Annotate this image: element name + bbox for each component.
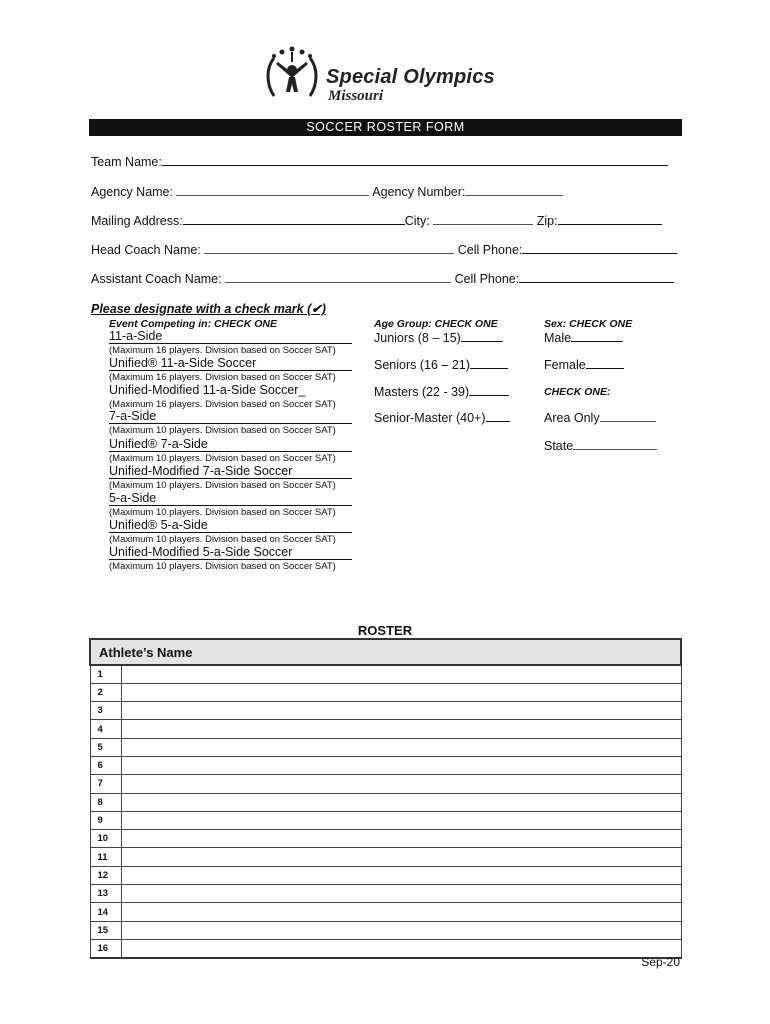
mailing-address-field[interactable]: [183, 213, 405, 225]
age-group-option[interactable]: [374, 357, 508, 372]
mailing-address-label: Mailing Address:: [91, 214, 183, 228]
designate-instruction: Please designate with a check mark (✔): [91, 302, 326, 316]
table-row: [90, 775, 681, 793]
row-number: 1: [90, 665, 121, 683]
athlete-name-cell[interactable]: [121, 921, 681, 939]
event-heading: Event Competing in: CHECK ONE: [109, 318, 278, 330]
table-row: [90, 830, 681, 848]
event-option[interactable]: Unified® 11-a-Side Soccer: [109, 356, 352, 371]
row-number: 11: [90, 848, 121, 866]
form-date: Sep-20: [641, 955, 680, 969]
agency-row: [91, 184, 563, 199]
special-olympics-logo-icon: [262, 44, 322, 104]
head-coach-label: Head Coach Name:: [91, 243, 201, 257]
sex-check[interactable]: [571, 330, 623, 342]
table-row: [90, 738, 681, 756]
athlete-name-cell[interactable]: [121, 775, 681, 793]
event-option[interactable]: Unified-Modified 7-a-Side Soccer: [109, 464, 352, 479]
event-option[interactable]: Unified-Modified 11-a-Side Soccer_: [109, 383, 306, 397]
table-row: [90, 939, 681, 957]
assistant-coach-row: [91, 271, 674, 286]
event-option[interactable]: Unified® 7-a-Side: [109, 437, 352, 452]
table-row: [90, 921, 681, 939]
event-note: (Maximum 10 players. Division based on Soccer SAT): [109, 507, 336, 518]
org-title: Special Olympics: [326, 66, 495, 88]
cell-phone-label: Cell Phone:: [457, 243, 523, 257]
form-title: SOCCER ROSTER FORM: [89, 119, 682, 136]
scope-check[interactable]: [573, 438, 657, 450]
table-row: [90, 811, 681, 829]
age-group-option[interactable]: [374, 330, 503, 345]
scope-label: State: [544, 439, 574, 453]
table-row: [90, 866, 681, 884]
table-row: [90, 702, 681, 720]
athlete-name-cell[interactable]: [121, 793, 681, 811]
age-group-option[interactable]: [374, 384, 509, 399]
row-number: 14: [90, 903, 121, 921]
org-logo: [262, 44, 522, 106]
row-number: 10: [90, 830, 121, 848]
assistant-coach-label: Assistant Coach Name:: [91, 272, 222, 286]
sex-option-female[interactable]: [544, 357, 624, 372]
athlete-name-cell[interactable]: [121, 848, 681, 866]
sex-label: Female: [544, 358, 586, 372]
age-group-heading: Age Group: CHECK ONE: [374, 318, 498, 330]
cell-phone-field[interactable]: [522, 242, 677, 254]
team-name-field[interactable]: [162, 154, 668, 166]
table-row: [90, 848, 681, 866]
event-option[interactable]: 11-a-Side: [109, 329, 352, 344]
event-note: (Maximum 16 players. Division based on Soccer SAT): [109, 372, 336, 383]
agency-number-label: Agency Number:: [372, 185, 466, 199]
row-number: 4: [90, 720, 121, 738]
row-number: 9: [90, 811, 121, 829]
table-row: [90, 720, 681, 738]
table-row: [90, 683, 681, 701]
age-group-option[interactable]: [374, 410, 510, 425]
sex-heading: Sex: CHECK ONE: [544, 318, 633, 330]
age-group-check[interactable]: [461, 330, 503, 342]
table-row: [90, 756, 681, 774]
row-number: 5: [90, 738, 121, 756]
row-number: 8: [90, 793, 121, 811]
athlete-name-cell[interactable]: [121, 720, 681, 738]
event-option[interactable]: 5-a-Side: [109, 491, 352, 506]
event-option[interactable]: Unified-Modified 5-a-Side Soccer: [109, 545, 352, 560]
age-group-label: Juniors (8 – 15): [374, 331, 461, 345]
row-number: 3: [90, 702, 121, 720]
check-one-heading: CHECK ONE:: [544, 386, 611, 398]
zip-field[interactable]: [558, 213, 662, 225]
age-group-check[interactable]: [470, 357, 508, 369]
state-option[interactable]: [544, 438, 657, 453]
event-note: (Maximum 10 players. Division based on Soccer SAT): [109, 453, 336, 464]
athlete-name-cell[interactable]: [121, 939, 681, 957]
table-row: [90, 903, 681, 921]
event-option[interactable]: Unified® 5-a-Side: [109, 518, 352, 533]
athlete-name-cell[interactable]: [121, 885, 681, 903]
roster-table: [89, 638, 682, 959]
agency-number-field[interactable]: [465, 184, 563, 196]
cell-phone-2-field[interactable]: [519, 271, 674, 283]
table-row: [90, 665, 681, 683]
row-number: 15: [90, 921, 121, 939]
athlete-name-cell[interactable]: [121, 830, 681, 848]
scope-check[interactable]: [600, 410, 656, 422]
event-note: (Maximum 16 players. Division based on Soccer SAT): [109, 399, 336, 410]
event-note: (Maximum 10 players. Division based on Soccer SAT): [109, 480, 336, 491]
event-option[interactable]: 7-a-Side: [109, 409, 352, 424]
table-row: [90, 793, 681, 811]
age-group-label: Seniors (16 – 21): [374, 358, 470, 372]
event-note: (Maximum 10 players. Division based on Soccer SAT): [109, 534, 336, 545]
agency-name-field[interactable]: [176, 184, 369, 196]
age-group-label: Senior-Master (40+): [374, 411, 486, 425]
athlete-name-header: Athlete’s Name: [90, 639, 681, 665]
head-coach-row: [91, 242, 677, 257]
address-row: [91, 213, 662, 228]
sex-check[interactable]: [586, 357, 624, 369]
city-field[interactable]: [433, 213, 533, 225]
assistant-coach-field[interactable]: [225, 271, 451, 283]
row-number: 13: [90, 885, 121, 903]
athlete-name-cell[interactable]: [121, 756, 681, 774]
row-number: 6: [90, 756, 121, 774]
athlete-name-cell[interactable]: [121, 702, 681, 720]
agency-name-label: Agency Name:: [91, 185, 173, 199]
athlete-name-cell[interactable]: [121, 903, 681, 921]
sex-label: Male: [544, 331, 572, 345]
athlete-name-cell[interactable]: [121, 683, 681, 701]
org-subtitle: Missouri: [328, 88, 384, 104]
roster-title: ROSTER: [357, 623, 413, 638]
row-number: 7: [90, 775, 121, 793]
head-coach-field[interactable]: [204, 242, 454, 254]
event-note: (Maximum 10 players. Division based on Soccer SAT): [109, 561, 336, 572]
city-label: City:: [404, 214, 430, 228]
athlete-name-cell[interactable]: [121, 665, 681, 683]
table-row: [90, 885, 681, 903]
athlete-name-cell[interactable]: [121, 866, 681, 884]
athlete-name-cell[interactable]: [121, 738, 681, 756]
team-name-label: Team Name:: [91, 155, 162, 169]
age-group-label: Masters (22 - 39): [374, 385, 470, 399]
zip-label: Zip:: [536, 214, 558, 228]
scope-label: Area Only: [544, 411, 600, 425]
event-note: (Maximum 10 players. Division based on Soccer SAT): [109, 425, 336, 436]
team-name-row: [91, 154, 668, 169]
athlete-name-cell[interactable]: [121, 811, 681, 829]
row-number: 2: [90, 683, 121, 701]
area-only-option[interactable]: [544, 410, 656, 425]
sex-option-male[interactable]: [544, 330, 623, 345]
row-number: 16: [90, 939, 121, 957]
cell-phone-2-label: Cell Phone:: [454, 272, 520, 286]
age-group-check[interactable]: [469, 384, 509, 396]
event-note: (Maximum 16 players. Division based on Soccer SAT): [109, 345, 336, 356]
row-number: 12: [90, 866, 121, 884]
age-group-check[interactable]: [486, 410, 510, 422]
